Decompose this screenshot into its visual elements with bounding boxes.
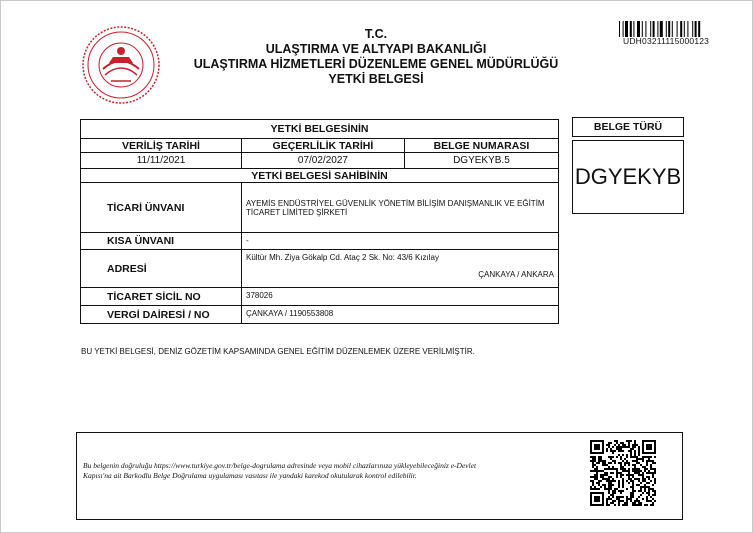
document-type-label: BELGE TÜRÜ — [572, 117, 684, 137]
document-header — [181, 27, 571, 87]
verification-box — [76, 432, 683, 520]
address-value — [242, 250, 559, 288]
verification-text-line-2: Kapısı'na ait Barkodlu Belge Doğrulama uygulaması vasıtası ile yandaki karekod okutularak kontrol edilebilir. — [83, 471, 417, 480]
holder-section-title: YETKİ BELGESİ SAHİBİNİN — [81, 169, 559, 183]
verification-text — [83, 461, 563, 481]
tax-office-label: VERGİ DAİRESİ / NO — [81, 306, 242, 324]
address-line-2: ÇANKAYA / ANKARA — [478, 270, 554, 279]
ministry-seal-logo — [81, 25, 161, 105]
certificate-note: BU YETKİ BELGESİ, DENİZ GÖZETİM KAPSAMINDA GENEL EĞİTİM DÜZENLEMEK ÜZERE VERİLMİŞTİR. — [81, 347, 475, 356]
document-type-value: DGYEKYB — [572, 140, 684, 214]
issue-date-value: 11/11/2021 — [81, 153, 242, 169]
certificate-table — [80, 119, 559, 324]
trade-name-label: TİCARİ ÜNVANI — [81, 183, 242, 233]
validity-date-label: GEÇERLİLİK TARİHİ — [242, 139, 405, 153]
trade-name-value: AYEMİS ENDÜSTRİYEL GÜVENLİK YÖNETİM BİLİŞİM DANIŞMANLIK VE EĞİTİM TİCARET LİMİTED ŞİRKETİ — [242, 183, 559, 233]
certificate-number-label: BELGE NUMARASI — [404, 139, 558, 153]
barcode-icon — [619, 21, 727, 37]
registry-value: 378026 — [242, 288, 559, 306]
header-line-country: T.C. — [364, 27, 388, 41]
certificate-number-value: DGYEKYB.5 — [404, 153, 558, 169]
address-label: ADRESİ — [81, 250, 242, 288]
header-line-title: YETKİ BELGESİ — [328, 72, 424, 86]
barcode-number: UDH03211115000123 — [623, 36, 710, 46]
certificate-section-title: YETKİ BELGESİNİN — [81, 120, 559, 139]
document-type-box — [572, 117, 684, 214]
short-name-label: KISA ÜNVANI — [81, 233, 242, 250]
tax-office-value: ÇANKAYA / 1190553808 — [242, 306, 559, 324]
validity-date-value: 07/02/2027 — [242, 153, 405, 169]
qr-code-icon — [590, 440, 656, 506]
address-line-1: Kültür Mh. Ziya Gökalp Cd. Ataç 2 Sk. No: 43/6 Kızılay — [246, 253, 439, 262]
header-line-ministry: ULAŞTIRMA VE ALTYAPI BAKANLIĞI — [265, 42, 487, 56]
registry-label: TİCARET SİCİL NO — [81, 288, 242, 306]
verification-text-line-1: Bu belgenin doğruluğu https://www.turkiye.gov.tr/belge-dogrulama adresinde veya mobil cihazlarınıza yükleyebileceğiniz e-Devlet — [83, 461, 477, 470]
issue-date-label: VERİLİŞ TARİHİ — [81, 139, 242, 153]
short-name-value: - — [242, 233, 559, 250]
header-line-directorate: ULAŞTIRMA HİZMETLERİ DÜZENLEME GENEL MÜDÜRLÜĞÜ — [193, 57, 559, 71]
